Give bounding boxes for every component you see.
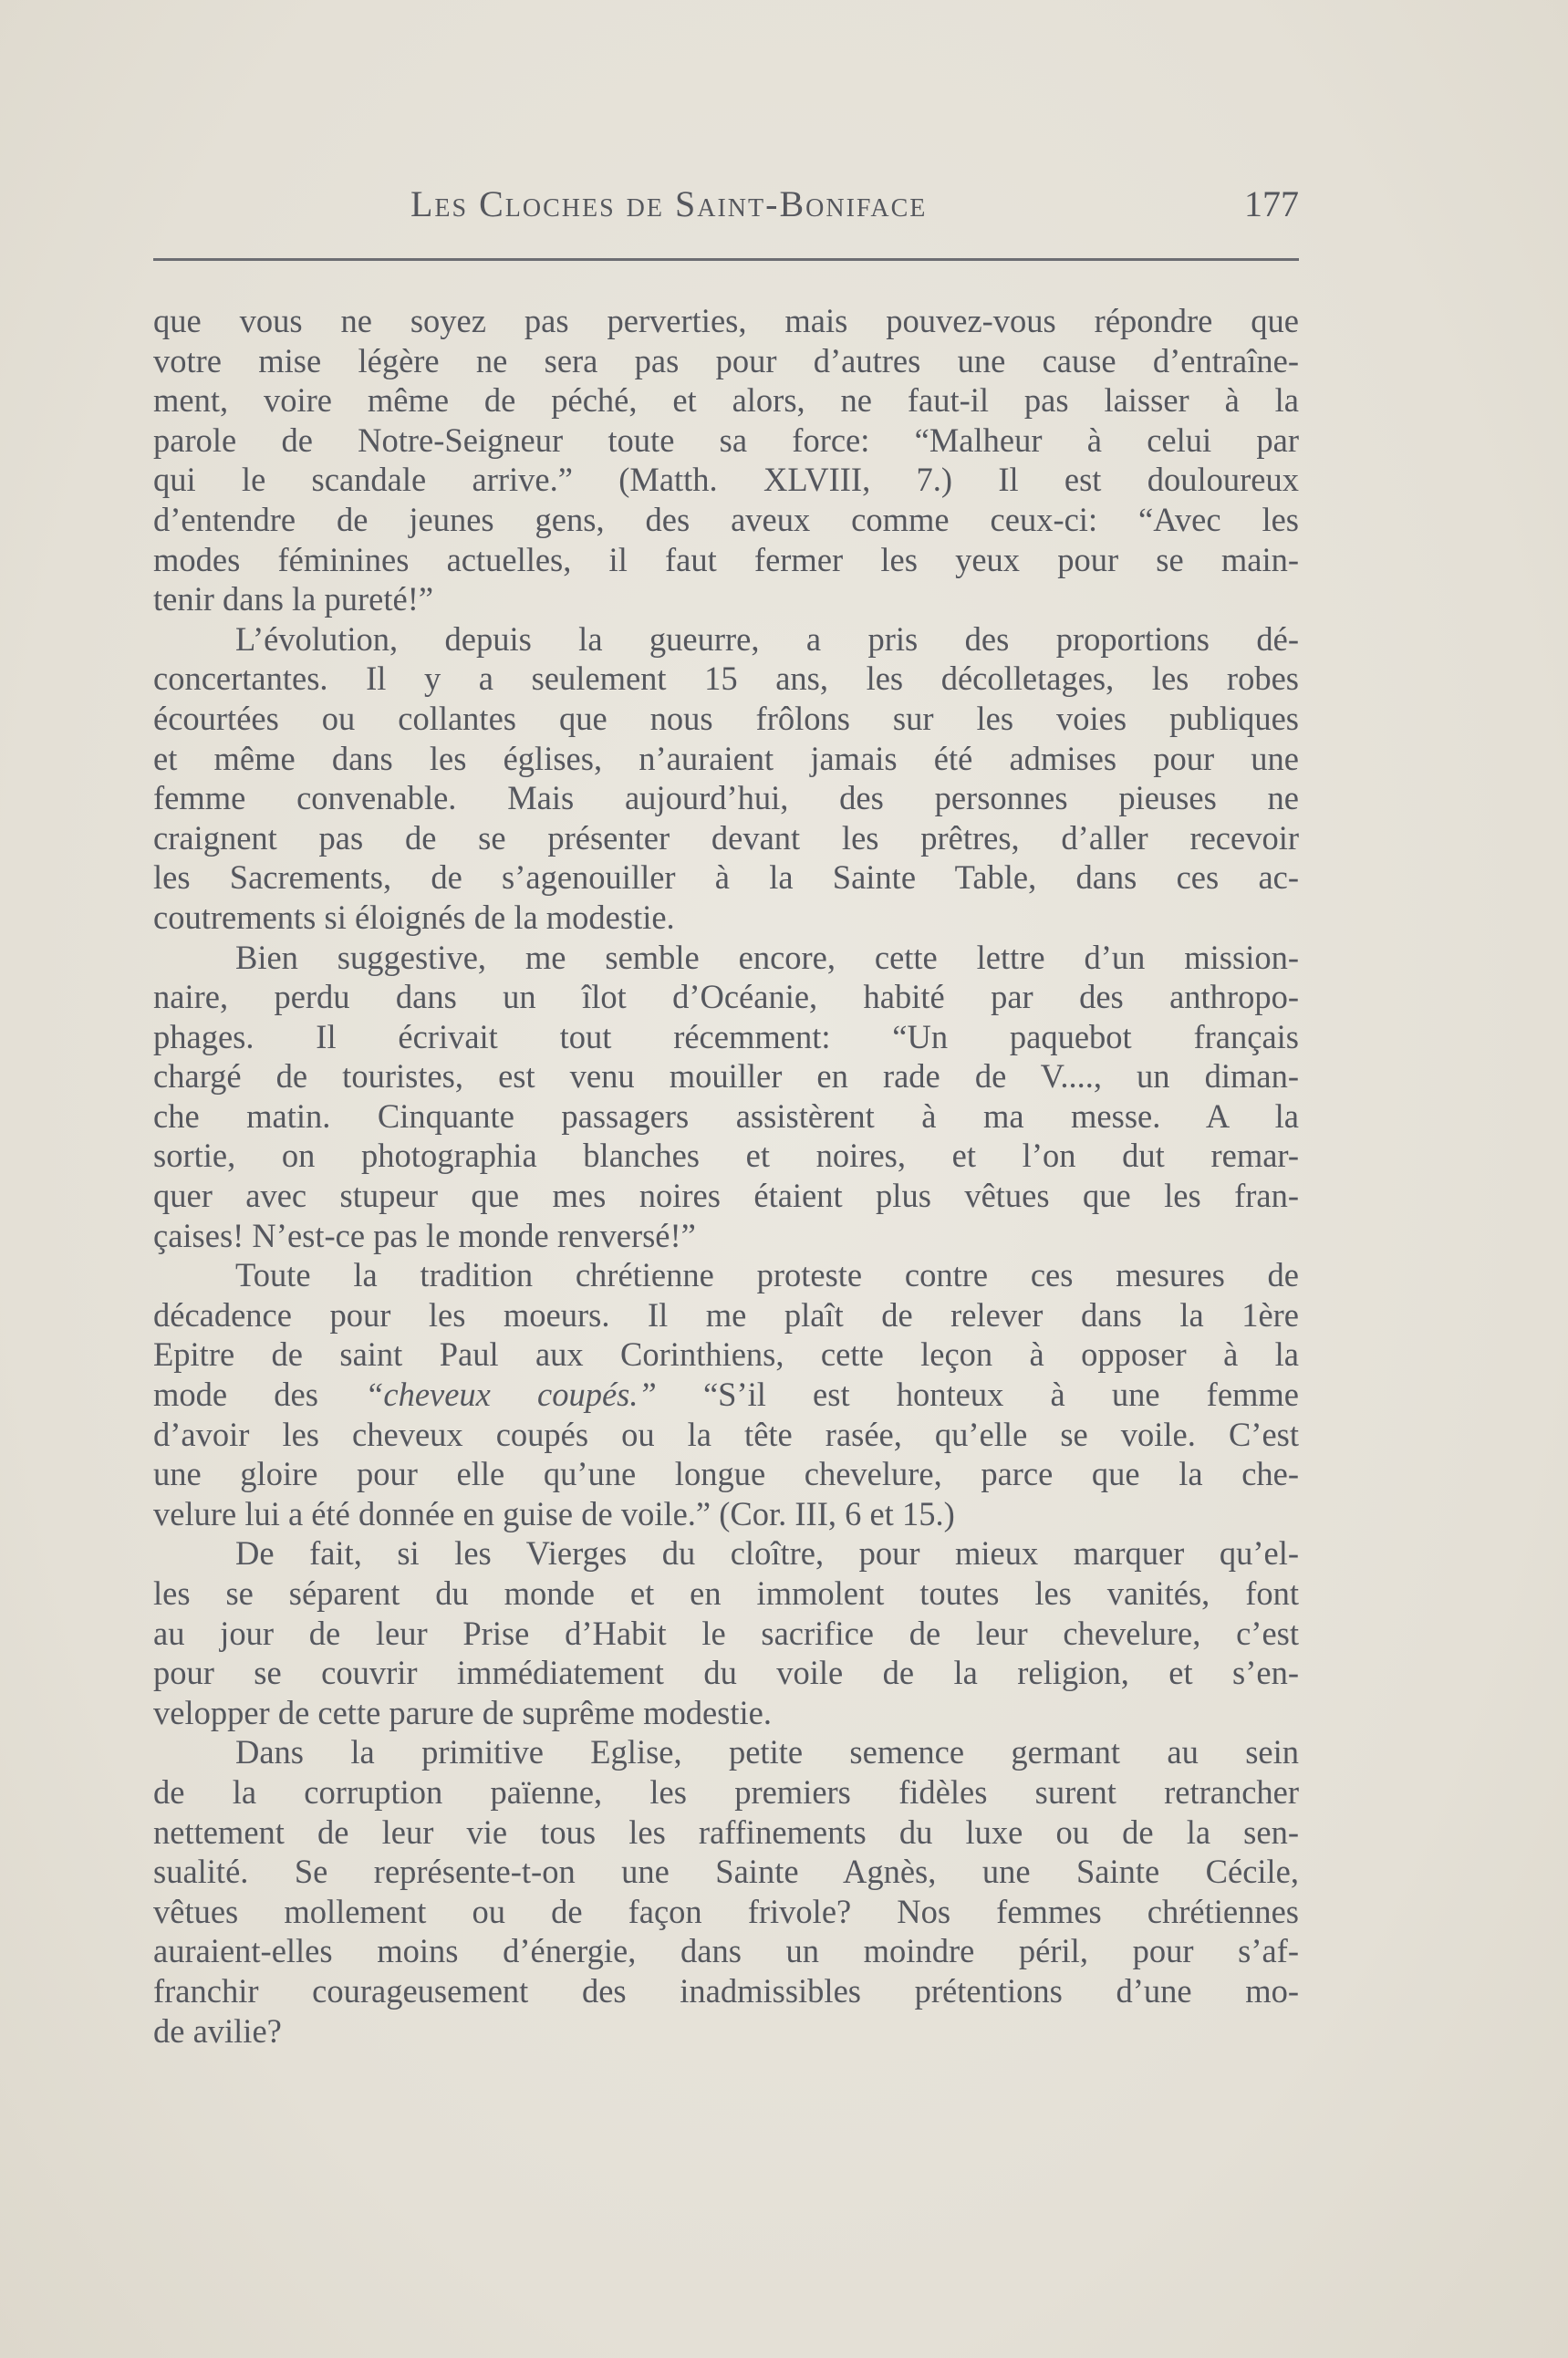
text-line: de avilie? bbox=[153, 2011, 282, 2050]
text-line: qui le scandale arrive.” (Matth. XLVIII, 7.) Il est douloureux bbox=[153, 461, 1299, 499]
text-line: phages. Il écrivait tout récemment: “Un paquebot français bbox=[153, 1017, 1299, 1055]
text-line: naire, perdu dans un îlot d’Océanie, habité par des anthropo- bbox=[153, 978, 1299, 1016]
text-line: velopper de cette parure de suprême modestie. bbox=[153, 1693, 772, 1731]
text-line: les Sacrements, de s’agenouiller à la Sainte Table, dans ces ac- bbox=[153, 858, 1299, 897]
text-line: che matin. Cinquante passagers assistèrent à ma messe. A la bbox=[153, 1096, 1299, 1135]
text-line: les se séparent du monde et en immolent toutes les vanités, font bbox=[153, 1574, 1299, 1612]
text-line: parole de Notre-Seigneur toute sa force: “Malheur à celui par bbox=[153, 421, 1299, 459]
text-line: quer avec stupeur que mes noires étaient plus vêtues que les fran- bbox=[153, 1177, 1299, 1215]
text-line-mixed bbox=[153, 1375, 1299, 1415]
text-line: L’évolution, depuis la gueurre, a pris des proportions dé- bbox=[235, 619, 1299, 658]
text-line: craignent pas de se présenter devant les prêtres, d’aller recevoir bbox=[153, 818, 1299, 857]
text-line: Epitre de saint Paul aux Corinthiens, cette leçon à opposer à la bbox=[153, 1335, 1299, 1374]
text-fragment: “S’il est honteux à une femme bbox=[702, 1376, 1300, 1414]
text-line: pour se couvrir immédiatement du voile de la religion, et s’en- bbox=[153, 1654, 1299, 1692]
text-line: Toute la tradition chrétienne proteste contre ces mesures de bbox=[235, 1256, 1299, 1294]
text-line: De fait, si les Vierges du cloître, pour mieux marquer qu’el- bbox=[235, 1534, 1299, 1573]
page-number: 177 bbox=[1244, 183, 1299, 224]
text-line: tenir dans la pureté!” bbox=[153, 580, 434, 618]
text-line: modes féminines actuelles, il faut fermer les yeux pour se main- bbox=[153, 540, 1299, 578]
text-line: coutrements si éloignés de la modestie. bbox=[153, 898, 675, 936]
text-line: écourtées ou collantes que nous frôlons sur les voies publiques bbox=[153, 699, 1299, 737]
text-line: et même dans les églises, n’auraient jamais été admises pour une bbox=[153, 739, 1299, 777]
text-line: franchir courageusement des inadmissibles prétentions d’une mo- bbox=[153, 1971, 1299, 2010]
text-line: auraient-elles moins d’énergie, dans un moindre péril, pour s’af- bbox=[153, 1932, 1299, 1970]
text-line: vêtues mollement ou de façon frivole? Nos femmes chrétiennes bbox=[153, 1892, 1299, 1930]
text-line: çaises! N’est-ce pas le monde renversé!” bbox=[153, 1216, 696, 1254]
text-line: votre mise légère ne sera pas pour d’autres une cause d’entraîne- bbox=[153, 341, 1299, 379]
text-line: ment, voire même de péché, et alors, ne faut-il pas laisser à la bbox=[153, 381, 1299, 420]
text-line: sualité. Se représente-t-on une Sainte Agnès, une Sainte Cécile, bbox=[153, 1853, 1299, 1891]
text-line: sortie, on photographia blanches et noires, et l’on dut remar- bbox=[153, 1137, 1299, 1175]
body-text bbox=[153, 301, 1299, 2051]
text-line: d’avoir les cheveux coupés ou la tête rasée, qu’elle se voile. C’est bbox=[153, 1415, 1299, 1453]
running-title: Les Cloches de Saint-Boniface bbox=[410, 183, 928, 224]
text-line: femme convenable. Mais aujourd’hui, des personnes pieuses ne bbox=[153, 779, 1299, 817]
text-line: concertantes. Il y a seulement 15 ans, les décolletages, les robes bbox=[153, 660, 1299, 698]
italic-quote: “cheveux coupés.” bbox=[365, 1376, 657, 1414]
text-line: chargé de touristes, est venu mouiller en rade de V...., un diman- bbox=[153, 1057, 1299, 1096]
text-line: que vous ne soyez pas perverties, mais pouvez-vous répondre que bbox=[153, 302, 1299, 339]
text-line: velure lui a été donnée en guise de voile.” (Cor. III, 6 et 15.) bbox=[153, 1494, 955, 1532]
text-line: de la corruption païenne, les premiers fidèles surent retrancher bbox=[153, 1772, 1299, 1811]
text-line: nettement de leur vie tous les raffinements du luxe ou de la sen- bbox=[153, 1813, 1299, 1851]
text-line: décadence pour les moeurs. Il me plaît de relever dans la 1ère bbox=[153, 1295, 1299, 1334]
text-fragment: mode des bbox=[153, 1376, 318, 1414]
text-line: Dans la primitive Eglise, petite semence germant au sein bbox=[235, 1733, 1299, 1771]
text-line: d’entendre de jeunes gens, des aveux comme ceux-ci: “Avec les bbox=[153, 500, 1299, 538]
page-header bbox=[153, 182, 1299, 237]
text-line: au jour de leur Prise d’Habit le sacrifice de leur chevelure, c’est bbox=[153, 1614, 1299, 1652]
text-line: une gloire pour elle qu’une longue chevelure, parce que la che- bbox=[153, 1455, 1299, 1493]
text-line: Bien suggestive, me semble encore, cette lettre d’un mission- bbox=[235, 938, 1299, 976]
header-rule bbox=[153, 258, 1299, 261]
